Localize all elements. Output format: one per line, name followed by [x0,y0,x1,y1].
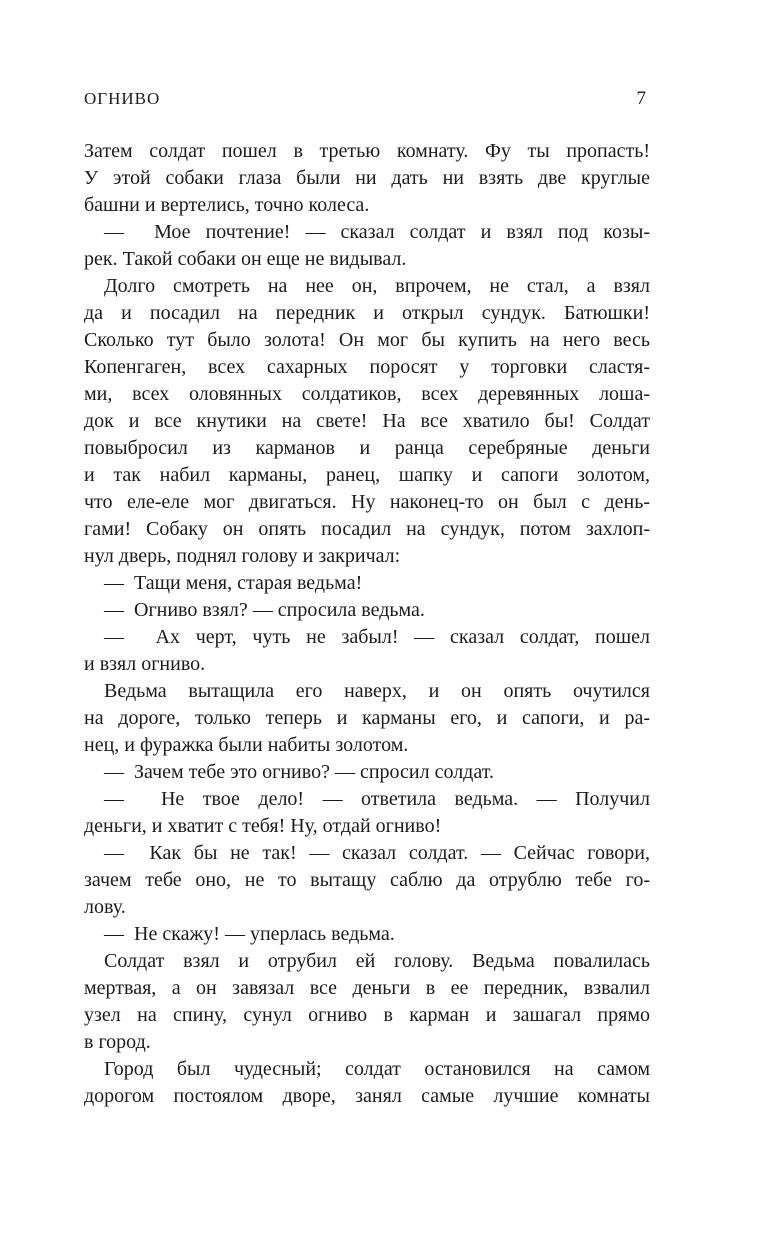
text-line: и взял огниво. [84,653,206,675]
text-line: рек. Такой собаки он еще не видывал. [84,248,407,270]
text-line: нец, и фуражка были набиты золотом. [84,734,409,756]
paragraph [84,570,650,597]
running-header-title: ОГНИВО [84,89,161,108]
text-line: — Зачем тебе это огниво? — спросил солдат. [104,761,494,783]
page-text [84,138,650,1110]
text-line: нул дверь, поднял голову и закричал: [84,545,401,567]
text-line: деньги, и хватит с тебя! Ну, отдай огниво! [84,815,442,837]
text-line: что еле-еле мог двигаться. Ну наконец-то он был с день- [84,491,650,513]
paragraph [84,273,650,570]
paragraph [84,597,650,624]
page-number: 7 [636,88,646,109]
paragraph [84,948,650,1056]
paragraph [84,1056,650,1110]
text-line: Город был чудесный; солдат остановился на самом [104,1058,650,1080]
text-line: — Как бы не так! — сказал солдат. — Сейчас говори, [104,842,650,864]
text-line: башни и вертелись, точно колеса. [84,194,370,216]
text-line: в город. [84,1031,151,1053]
paragraph [84,759,650,786]
text-line: мертвая, а он завязал все деньги в ее передник, взвалил [84,977,650,999]
paragraph [84,624,650,678]
text-line: — Мое почтение! — сказал солдат и взял под козы- [104,221,650,243]
running-header [84,88,650,110]
text-line: — Не скажу! — уперлась ведьма. [104,923,395,945]
text-line: лову. [84,896,126,918]
text-line: У этой собаки глаза были ни дать ни взять две круглые [84,167,650,189]
paragraph [84,138,650,219]
text-line: Затем солдат пошел в третью комнату. Фу ты пропасть! [84,140,650,162]
text-line: да и посадил на передник и открыл сундук. Батюшки! [84,302,650,324]
text-line: — Тащи меня, старая ведьма! [104,572,363,594]
text-line: гами! Собаку он опять посадил на сундук, потом захлоп- [84,518,650,540]
text-line: ми, всех оловянных солдатиков, всех деревянных лоша- [84,383,650,405]
text-line: и так набил карманы, ранец, шапку и сапоги золотом, [84,464,650,486]
text-line: зачем тебе оно, не то вытащу саблю да отрублю тебе го- [84,869,650,891]
text-line: Сколько тут было золота! Он мог бы купить на него весь [84,329,650,351]
text-line: — Огниво взял? — спросила ведьма. [104,599,425,621]
paragraph [84,678,650,759]
text-line: Копенгаген, всех сахарных поросят у торговки сластя- [84,356,650,378]
text-line: — Не твое дело! — ответила ведьма. — Получил [104,788,650,810]
text-line: Ведьма вытащила его наверх, и он опять очутился [104,680,650,702]
paragraph [84,786,650,840]
text-line: Солдат взял и отрубил ей голову. Ведьма повалилась [104,950,650,972]
paragraph [84,219,650,273]
text-line: док и все кнутики на свете! На все хватило бы! Солдат [84,410,650,432]
text-line: — Ах черт, чуть не забыл! — сказал солдат, пошел [104,626,650,648]
text-line: Долго смотреть на нее он, впрочем, не стал, а взял [104,275,650,297]
text-line: повыбросил из карманов и ранца серебряные деньги [84,437,650,459]
text-line: на дороге, только теперь и карманы его, и сапоги, и ра- [84,707,650,729]
paragraph [84,840,650,921]
text-line: дорогом постоялом дворе, занял самые лучшие комнаты [84,1085,650,1107]
paragraph [84,921,650,948]
text-line: узел на спину, сунул огниво в карман и зашагал прямо [84,1004,650,1026]
